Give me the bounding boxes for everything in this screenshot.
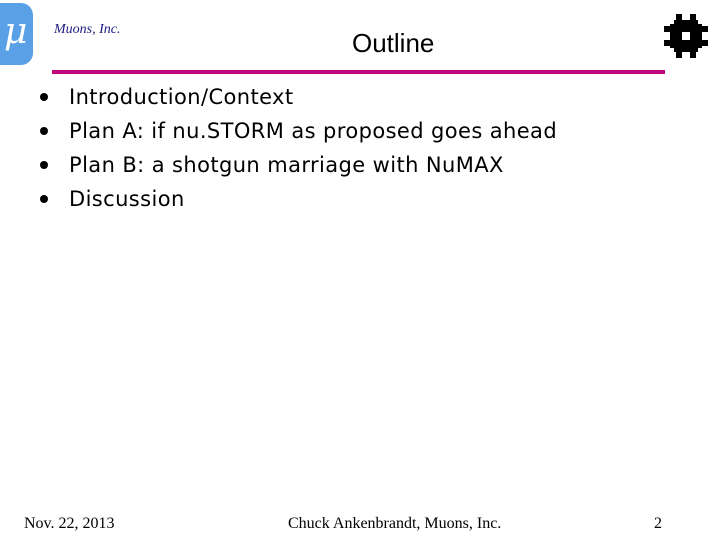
- bullet-dot-icon: [40, 195, 48, 203]
- list-item: [40, 148, 557, 182]
- muons-logo: [0, 3, 33, 65]
- page-number: 2: [654, 515, 662, 532]
- mu-glyph: μ: [4, 11, 28, 52]
- bullet-dot-icon: [40, 93, 48, 101]
- bullet-text: Discussion: [69, 187, 185, 211]
- footer-author: Chuck Ankenbrandt, Muons, Inc.: [288, 515, 502, 532]
- list-item: [40, 114, 557, 148]
- bullet-text: Introduction/Context: [69, 85, 294, 109]
- bullet-text: Plan B: a shotgun marriage with NuMAX: [69, 153, 504, 177]
- slide-title: Outline: [352, 28, 435, 58]
- fermilab-logo-icon: [664, 14, 708, 58]
- company-name: Muons, Inc.: [54, 22, 121, 37]
- bullet-text: Plan A: if nu.STORM as proposed goes ahead: [69, 119, 558, 143]
- footer-date: Nov. 22, 2013: [24, 515, 115, 532]
- list-item: [40, 80, 557, 114]
- list-item: [40, 182, 557, 216]
- bullet-dot-icon: [40, 161, 48, 169]
- title-rule: [52, 70, 665, 74]
- outline-list: [40, 80, 557, 216]
- bullet-dot-icon: [40, 127, 48, 135]
